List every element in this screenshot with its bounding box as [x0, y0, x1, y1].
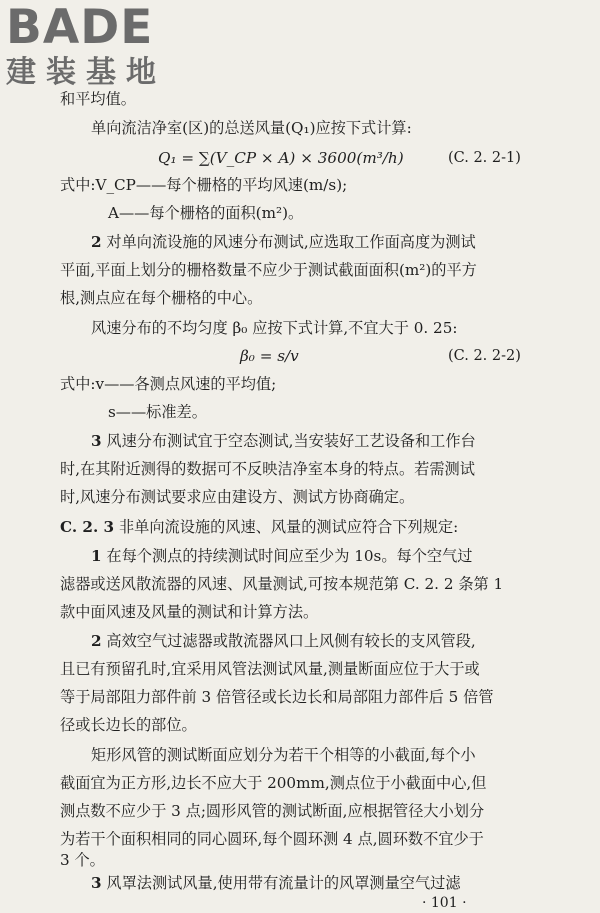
clause-item — [91, 430, 476, 452]
equation-number: (C. 2. 2-2) — [448, 348, 521, 364]
text-line: 单向流洁净室(区)的总送风量(Q₁)应按下式计算: — [91, 119, 412, 137]
clause-text: 风罩法测试风量,使用带有流量计的风罩测量空气过滤 — [106, 874, 461, 892]
clause-number: 2 — [91, 233, 102, 251]
section-text: 非单向流设施的风速、风量的测试应符合下列规定: — [118, 518, 459, 536]
clause-text: 对单向流设施的风速分布测试,应选取工作面高度为测试 — [106, 233, 476, 251]
variable-definition: 式中:v——各测点风速的平均值; — [60, 375, 277, 393]
section-number: C. 2. 3 — [60, 518, 115, 536]
text-line: 款中面风速及风量的测试和计算方法。 — [60, 603, 319, 621]
text-line: 根,测点应在每个栅格的中心。 — [60, 289, 263, 307]
page-number: · 101 · — [422, 895, 467, 911]
equation-c-2-2-1: Q₁ = ∑(V_CP × A) × 3600(m³/h) — [158, 149, 404, 167]
clause-text: 风速分布测试宜于空态测试,当安装好工艺设备和工作台 — [106, 432, 476, 450]
text-line: 时,在其附近测得的数据可不反映洁净室本身的特点。若需测试 — [60, 460, 475, 478]
text-line: 3 个。 — [60, 851, 105, 869]
text-line: 径或长边长的部位。 — [60, 716, 197, 734]
clause-text: 在每个测点的持续测试时间应至少为 10s。每个空气过 — [106, 547, 473, 565]
section-heading — [60, 516, 458, 538]
clause-item — [91, 872, 461, 894]
clause-item — [91, 231, 476, 253]
text-line: 且已有预留孔时,宜采用风管法测试风量,测量断面应位于大于或 — [60, 660, 480, 678]
equation-c-2-2-2: β₀ = s/v — [240, 347, 299, 365]
text-line: 滤器或送风散流器的风速、风量测试,可按本规范第 C. 2. 2 条第 1 — [60, 575, 504, 593]
text-line: 矩形风管的测试断面应划分为若干个相等的小截面,每个小 — [91, 746, 476, 764]
clause-number: 2 — [91, 632, 102, 650]
text-line: 等于局部阻力部件前 3 倍管径或长边长和局部阻力部件后 5 倍管 — [60, 688, 494, 706]
text-line: 时,风速分布测试要求应由建设方、测试方协商确定。 — [60, 488, 415, 506]
logo-wordmark: BADE — [6, 0, 154, 55]
variable-definition: A——每个栅格的面积(m²)。 — [108, 204, 304, 222]
text-line: 测点数不应少于 3 点;圆形风管的测试断面,应根据管径大小划分 — [60, 802, 485, 820]
clause-number: 3 — [91, 874, 102, 892]
clause-number: 3 — [91, 432, 102, 450]
clause-item — [91, 545, 472, 567]
equation-number: (C. 2. 2-1) — [448, 150, 521, 166]
logo-subtitle: 建装基地 — [6, 55, 166, 90]
clause-item — [91, 630, 476, 652]
text-line: 风速分布的不均匀度 β₀ 应按下式计算,不宜大于 0. 25: — [91, 319, 458, 337]
watermark-logo — [6, 2, 176, 90]
text-line: 为若干个面积相同的同心圆环,每个圆环测 4 点,圆环数不宜少于 — [60, 830, 484, 848]
clause-number: 1 — [91, 547, 102, 565]
clause-text: 高效空气过滤器或散流器风口上风侧有较长的支风管段, — [106, 632, 476, 650]
text-line: 平面,平面上划分的栅格数量不应少于测试截面面积(m²)的平方 — [60, 261, 477, 279]
variable-definition: s——标准差。 — [108, 403, 207, 421]
variable-definition: 式中:V_CP——每个栅格的平均风速(m/s); — [60, 176, 348, 194]
text-line: 和平均值。 — [60, 90, 136, 108]
text-line: 截面宜为正方形,边长不应大于 200mm,测点位于小截面中心,但 — [60, 774, 487, 792]
